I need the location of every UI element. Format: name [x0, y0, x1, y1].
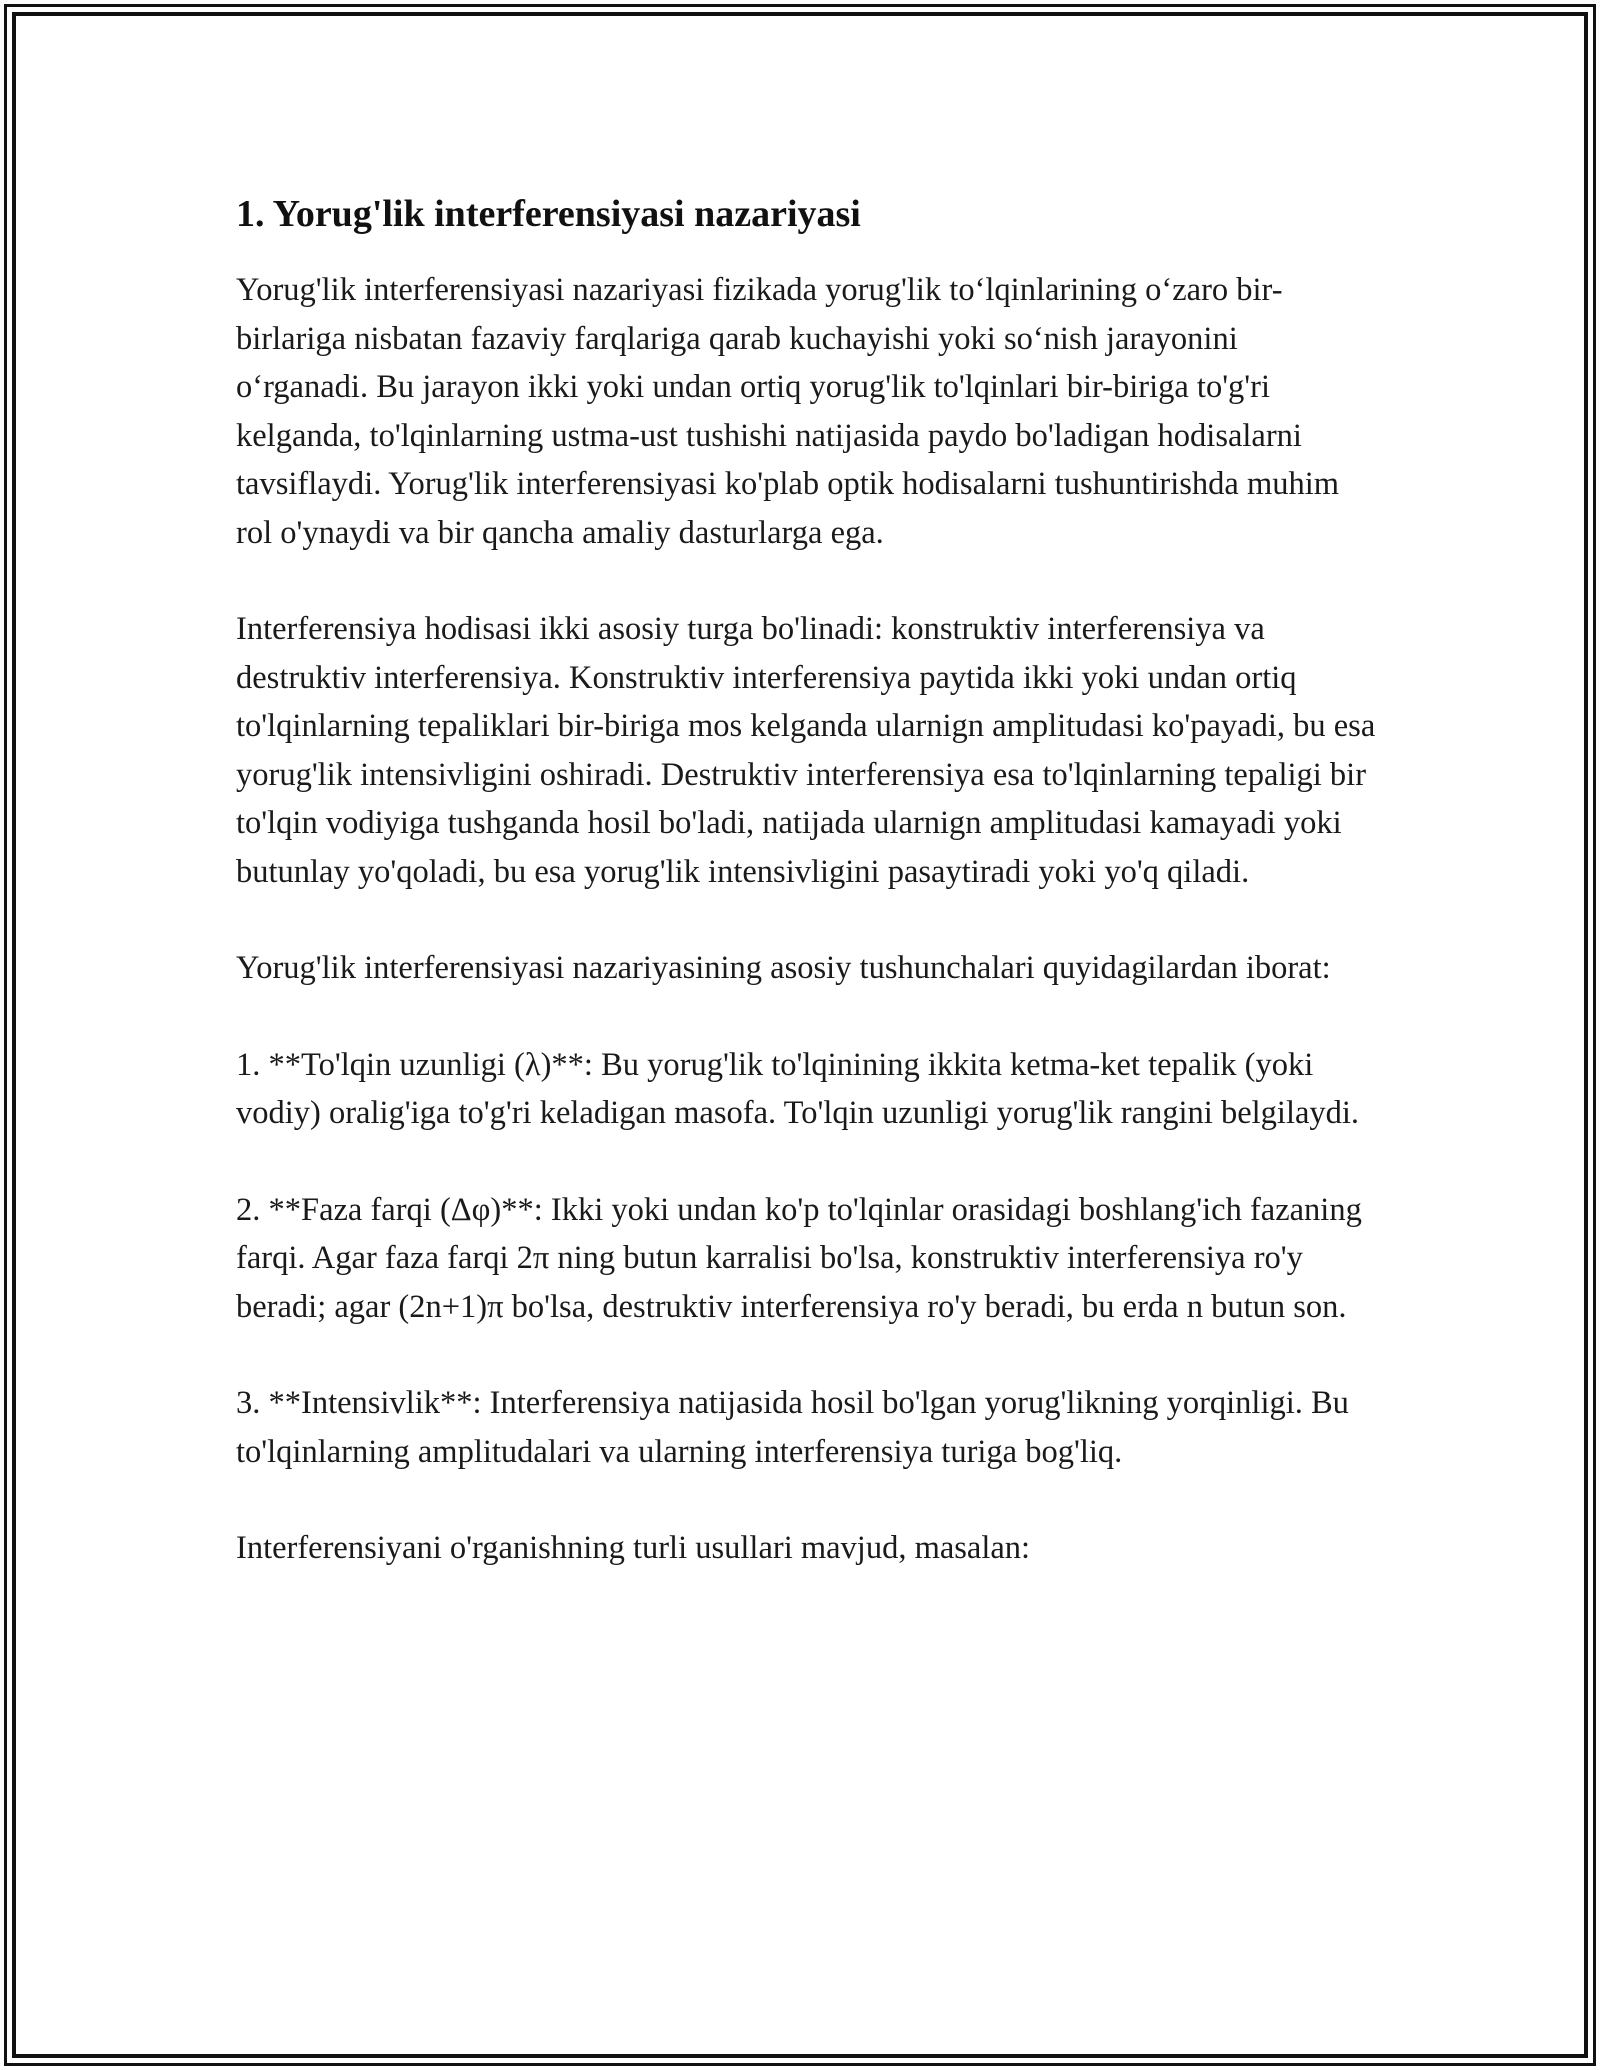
- intro-paragraph: Yorug'lik interferensiyasi nazariyasi fizikada yorug'lik to‘lqinlarining o‘zaro bir-birlariga nisbatan fazaviy farqlariga qarab kuchayishi yoki so‘nish jarayonini o‘rganadi. Bu jarayon ikki yoki undan ortiq yorug'lik to'lqinlari bir-biriga to'g'ri kelganda, to'lqinlarning ustma-ust tushishi natijasida paydo bo'ladigan hodisalarni tavsiflaydi. Yorug'lik interferensiyasi ko'plab optik hodisalarni tushuntirishda muhim rol o'ynaydi va bir qancha amaliy dasturlarga ega.: [236, 272, 1340, 551]
- interference-types-paragraph: Interferensiya hodisasi ikki asosiy turga bo'linadi: konstruktiv interferensiya va destruktiv interferensiya. Konstruktiv interferensiya paytida ikki yoki undan ortiq to'lqinlarning tepaliklari bir-biriga mos kelganda ularnign amplitudasi ko'payadi, bu esa yorug'lik intensivligini oshiradi. Destruktiv interferensiya esa to'lqinlarning tepaligi bir to'lqin vodiyiga tushganda hosil bo'ladi, natijada ularnign amplitudasi kamayadi yoki butunlay yo'qoladi, bu esa yorug'lik intensivligini pasaytiradi yoki yo'q qiladi.: [236, 611, 1376, 890]
- concept-intensity: 3. **Intensivlik**: Interferensiya natijasida hosil bo'lgan yorug'likning yorqinligi. Bu to'lqinlarning amplitudalari va ularning interferensiya turiga bog'liq.: [236, 1385, 1349, 1470]
- concept-phase-difference: 2. **Faza farqi (Δφ)**: Ikki yoki undan ko'p to'lqinlar orasidagi boshlang'ich fazaning farqi. Agar faza farqi 2π ning butun karralisi bo'lsa, konstruktiv interferensiya ro'y beradi; agar (2n+1)π bo'lsa, destruktiv interferensiya ro'y beradi, bu erda n butun son.: [236, 1191, 1362, 1325]
- document-body: [236, 186, 1376, 1621]
- concept-wavelength: 1. **To'lqin uzunligi (λ)**: Bu yorug'lik to'lqinining ikkita ketma-ket tepalik (yoki vodiy) oralig'iga to'g'ri keladigan masofa. To'lqin uzunligi yorug'lik rangini belgilaydi.: [236, 1046, 1360, 1131]
- methods-intro: Interferensiyani o'rganishning turli usullari mavjud, masalan:: [236, 1530, 1031, 1566]
- section-heading: 1. Yorug'lik interferensiyasi nazariyasi: [236, 193, 861, 235]
- key-concepts-intro: Yorug'lik interferensiyasi nazariyasining asosiy tushunchalari quyidagilardan iborat:: [236, 950, 1331, 986]
